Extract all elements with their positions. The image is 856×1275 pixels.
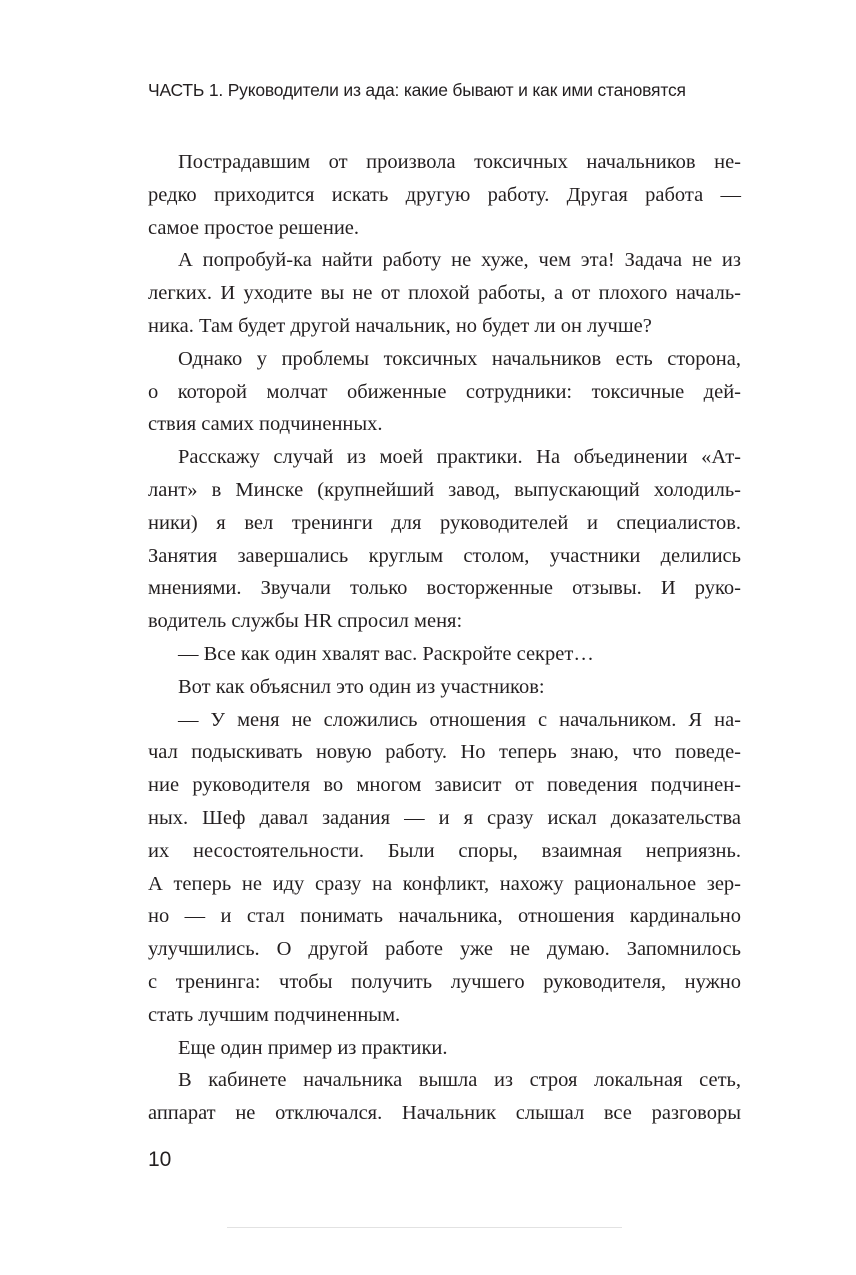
text-line: лант» в Минске (крупнейший завод, выпускающий холодиль-	[148, 478, 741, 501]
text-line: аппарат не отключался. Начальник слышал все разговоры	[148, 1102, 741, 1125]
text-line: А попробуй-ка найти работу не хуже, чем эта! Задача не из	[178, 249, 741, 272]
text-line: самое простое решение.	[148, 216, 360, 239]
text-line: ника. Там будет другой начальник, но будет ли он лучше?	[148, 314, 652, 337]
body-text	[148, 146, 741, 1130]
text-line: — Все как один хвалят вас. Раскройте секрет…	[178, 642, 594, 665]
text-line: Однако у проблемы токсичных начальников есть сторона,	[178, 347, 741, 370]
text-line: водитель службы HR спросил меня:	[148, 610, 463, 633]
text-line: улучшились. О другой работе уже не думаю. Запомнилось	[148, 938, 741, 961]
text-line: — У меня не сложились отношения с начальником. Я на-	[178, 708, 741, 731]
text-line: мнениями. Звучали только восторженные отзывы. И руко-	[148, 577, 741, 600]
text-line: с тренинга: чтобы получить лучшего руководителя, нужно	[148, 970, 741, 993]
text-line: ных. Шеф давал задания — и я сразу искал доказательства	[148, 806, 741, 829]
text-line: Пострадавшим от произвола токсичных начальников не-	[178, 151, 741, 173]
text-line: Еще один пример из практики.	[178, 1036, 448, 1059]
text-line: Занятия завершались круглым столом, участники делились	[148, 544, 741, 567]
running-head: ЧАСТЬ 1. Руководители из ада: какие бывают и как ими становятся	[148, 80, 686, 100]
text-line: легких. И уходите вы не от плохой работы, а от плохого началь-	[148, 282, 741, 305]
text-line: Расскажу случай из моей практики. На объединении «Ат-	[178, 446, 741, 469]
text-line: А теперь не иду сразу на конфликт, нахожу рациональное зер-	[148, 872, 741, 895]
text-line: но — и стал понимать начальника, отношения кардинально	[148, 905, 741, 928]
text-line: ние руководителя во многом зависит от поведения подчинен-	[148, 774, 741, 797]
text-line: Вот как объяснил это один из участников:	[178, 675, 545, 698]
text-line: о которой молчат обиженные сотрудники: токсичные дей-	[148, 380, 741, 403]
page-number: 10	[148, 1148, 172, 1171]
text-line: их несостоятельности. Были споры, взаимная неприязнь.	[148, 839, 741, 862]
text-line: чал подыскивать новую работу. Но теперь знаю, что поведе-	[148, 741, 741, 764]
text-line: ствия самих подчиненных.	[148, 413, 383, 436]
text-line: стать лучшим подчиненным.	[148, 1003, 401, 1026]
bottom-divider	[227, 1227, 622, 1228]
text-line: ники) я вел тренинги для руководителей и специалистов.	[148, 511, 741, 534]
text-line: редко приходится искать другую работу. Другая работа —	[148, 183, 741, 206]
text-line: В кабинете начальника вышла из строя локальная сеть,	[178, 1069, 741, 1092]
